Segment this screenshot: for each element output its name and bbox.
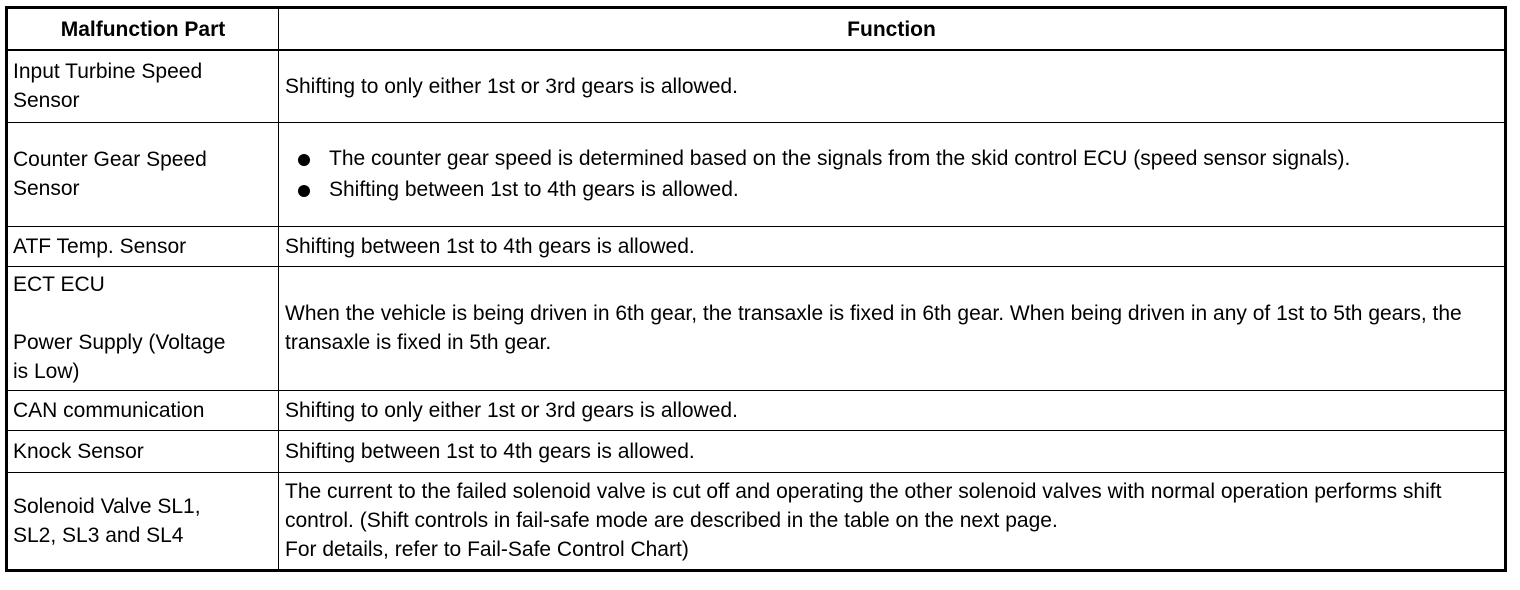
header-malfunction-part: Malfunction Part <box>7 8 279 51</box>
function-cell: Shifting to only either 1st or 3rd gears is allowed. <box>279 390 1506 430</box>
function-cell: Shifting between 1st to 4th gears is allowed. <box>279 430 1506 472</box>
header-function: Function <box>279 8 1506 51</box>
malfunction-part-cell: Counter Gear Speed Sensor <box>7 122 279 226</box>
table-row <box>7 472 1506 570</box>
function-cell: Shifting to only either 1st or 3rd gears is allowed. <box>279 50 1506 122</box>
table-row <box>7 430 1506 472</box>
table-header-row <box>7 8 1506 51</box>
malfunction-part-cell: Knock Sensor <box>7 430 279 472</box>
function-cell: Shifting between 1st to 4th gears is allowed. <box>279 226 1506 266</box>
function-cell: When the vehicle is being driven in 6th gear, the transaxle is fixed in 6th gear. When being driven in any of 1st to 5th gears, the transaxle is fixed in 5th gear. <box>279 266 1506 390</box>
bullet-dot-icon <box>298 185 310 197</box>
function-bullet-text: The counter gear speed is determined based on the signals from the skid control ECU (speed sensor signals). <box>329 147 1351 170</box>
malfunction-part-cell: Input Turbine Speed Sensor <box>7 50 279 122</box>
function-cell: The current to the failed solenoid valve is cut off and operating the other solenoid valves with normal operation performs shift control. (Shift controls in fail-safe mode are described in the table on the next page. For details, refer to Fail-Safe Control Chart) <box>279 472 1506 570</box>
function-bullet-text: Shifting between 1st to 4th gears is allowed. <box>329 178 739 201</box>
malfunction-function-table <box>5 6 1507 572</box>
bullet-dot-icon <box>298 154 310 166</box>
malfunction-part-cell: ATF Temp. Sensor <box>7 226 279 266</box>
function-bullet-item <box>329 144 1498 173</box>
table-row <box>7 50 1506 122</box>
table-row <box>7 122 1506 226</box>
function-cell <box>279 122 1506 226</box>
table-row <box>7 390 1506 430</box>
function-bullet-item <box>329 175 1498 204</box>
function-bullet-list <box>285 144 1498 204</box>
table-row <box>7 266 1506 390</box>
malfunction-part-cell: Solenoid Valve SL1, SL2, SL3 and SL4 <box>7 472 279 570</box>
malfunction-part-cell: CAN communication <box>7 390 279 430</box>
malfunction-part-cell: ECT ECU Power Supply (Voltage is Low) <box>7 266 279 390</box>
table-row <box>7 226 1506 266</box>
